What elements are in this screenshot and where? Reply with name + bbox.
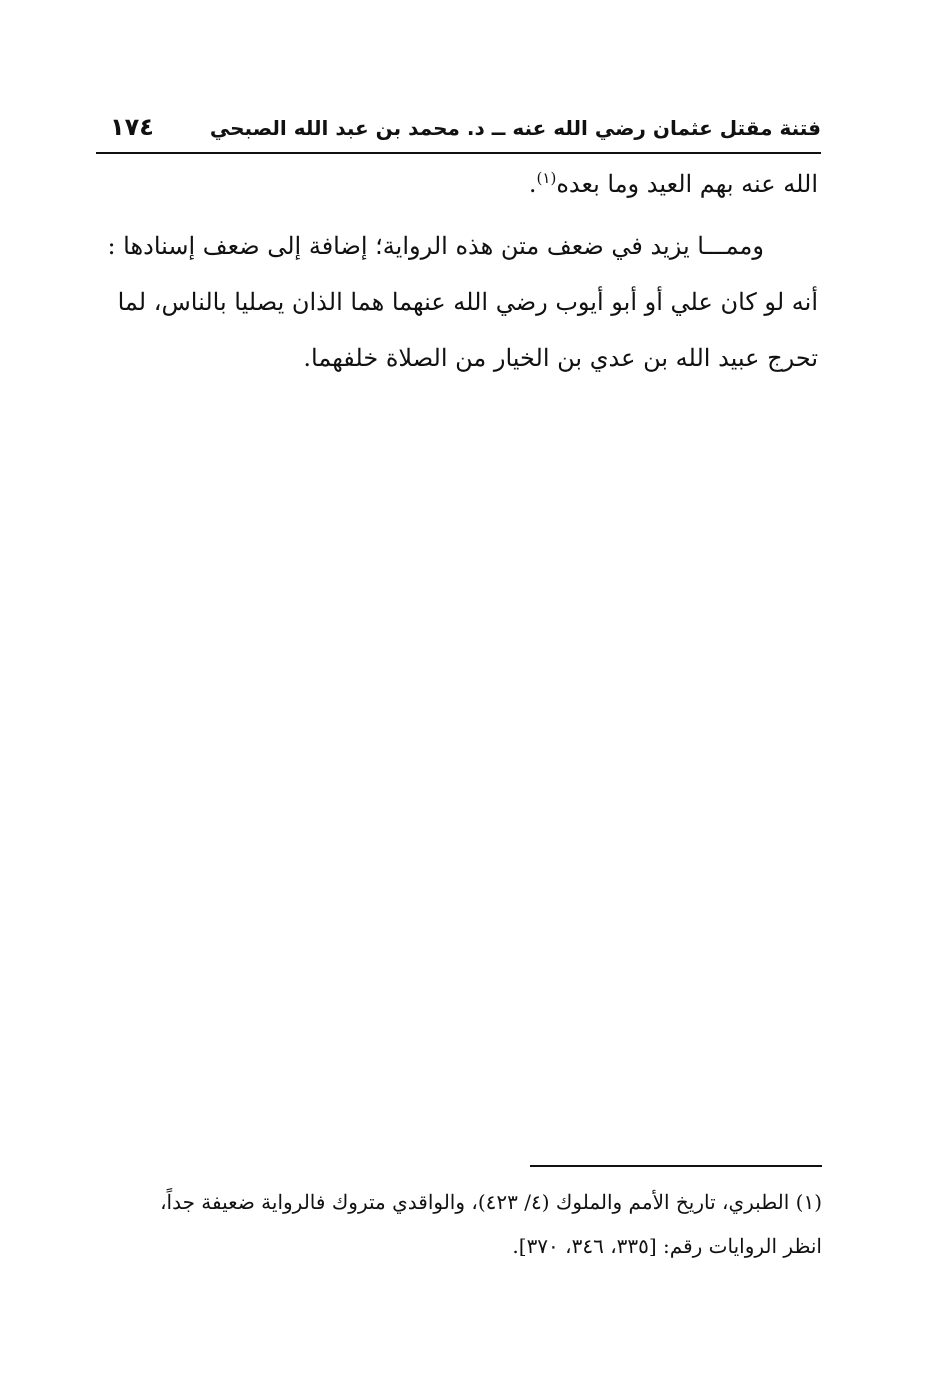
page-number: ١٧٤ [110, 113, 154, 141]
footnotes [96, 1180, 822, 1268]
body-text [96, 156, 818, 386]
header-rule [96, 152, 821, 154]
body-line-3: أنه لو كان علي أو أبو أيوب رضي الله عنهما هما الذان يصليا بالناس، لما [117, 288, 818, 316]
body-line-1-text: الله عنه بهم العيد وما بعده [556, 170, 818, 198]
footnote-rule [530, 1165, 822, 1167]
footnote-line-2: انظر الروايات رقم: [٣٣٥، ٣٤٦، ٣٧٠]. [512, 1234, 822, 1258]
running-header [96, 112, 821, 152]
header-title: فتنة مقتل عثمان رضي الله عنه ــ د. محمد بن عبد الله الصبحي [209, 116, 821, 140]
body-line-1-end: . [528, 170, 537, 198]
body-line-1 [96, 156, 818, 212]
footnote-marker: (١) [536, 169, 557, 187]
footnote-line-1: (١) الطبري، تاريخ الأمم والملوك (٤/ ٤٢٣)، والواقدي متروك فالرواية ضعيفة جداً، [160, 1190, 822, 1214]
body-line-2: وممـــا يزيد في ضعف متن هذه الرواية؛ إضافة إلى ضعف إسنادها : [107, 232, 764, 260]
body-line-4: تحرج عبيد الله بن عدي بن الخيار من الصلاة خلفهما. [303, 344, 818, 372]
